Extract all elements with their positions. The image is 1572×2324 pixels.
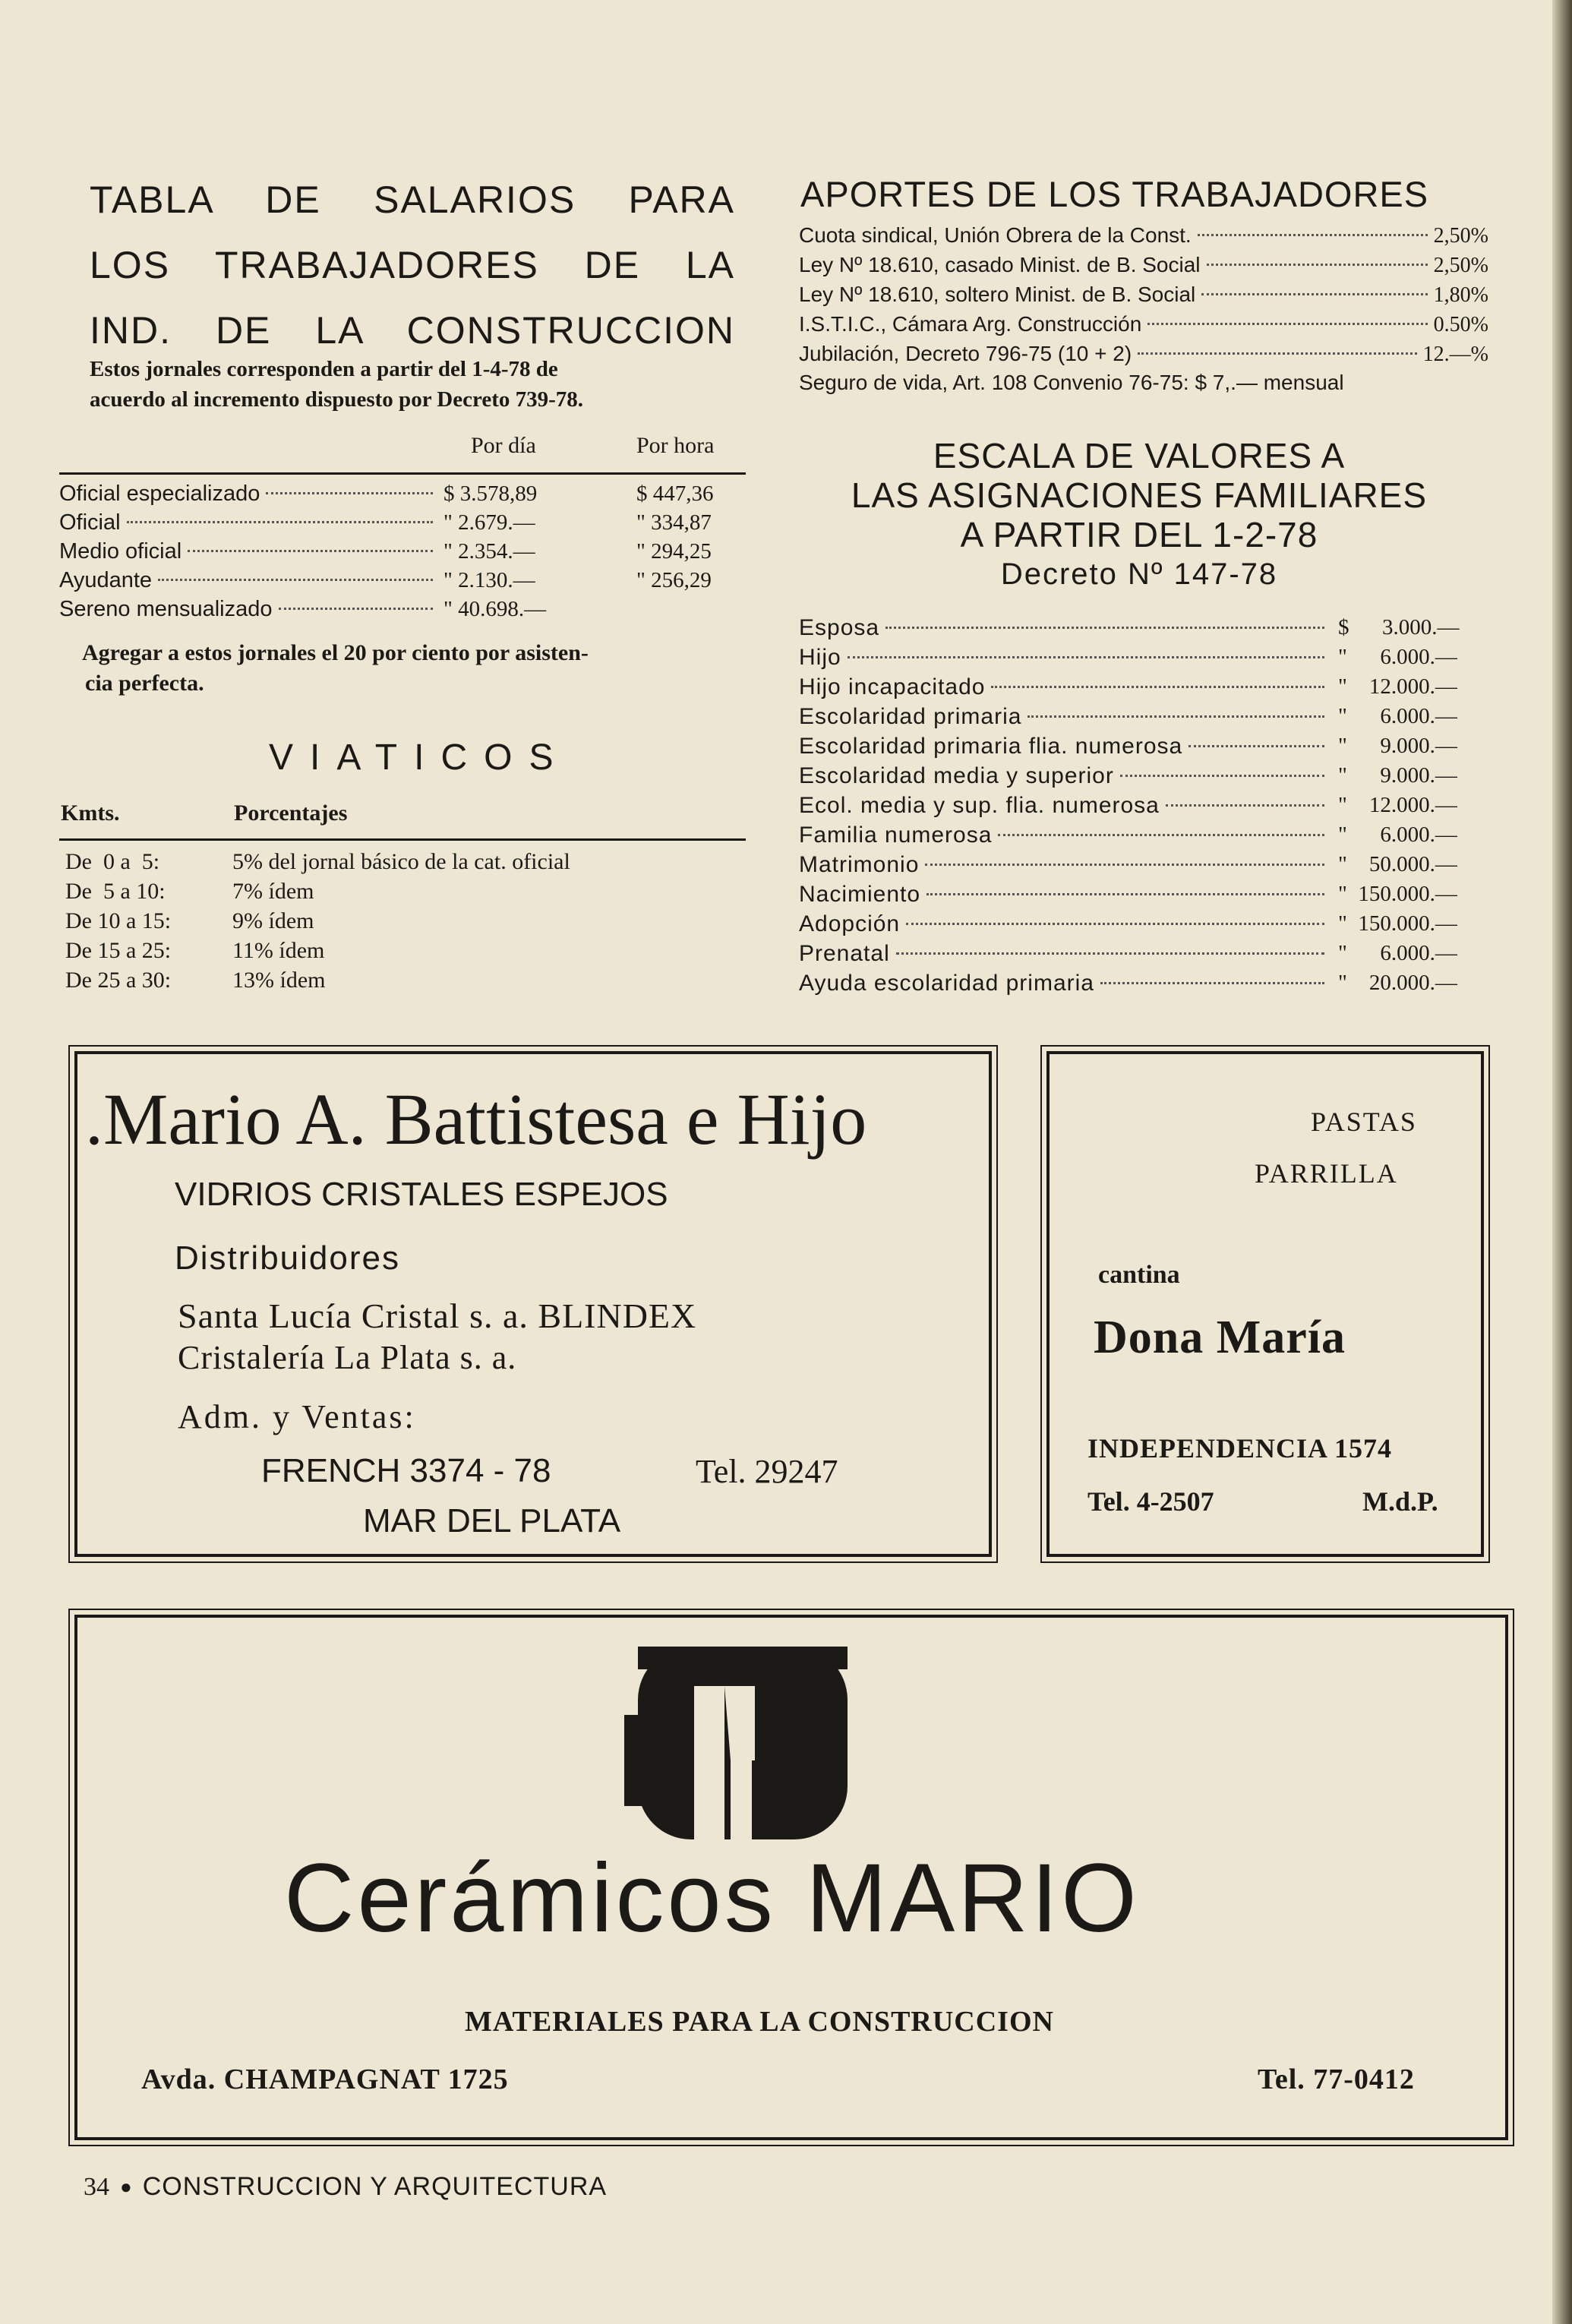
asignacion-value: " 6.000.—: [1338, 704, 1457, 728]
asignacion-row: [799, 615, 1331, 641]
viatico-range: De 25 a 30:: [65, 968, 172, 993]
asignacion-label: Prenatal: [799, 941, 890, 966]
aporte-row: [799, 283, 1488, 308]
salario-label: Medio oficial: [59, 539, 182, 564]
leader-dots: [279, 608, 433, 610]
salario-label: Ayudante: [59, 568, 153, 592]
asignacion-label: Ecol. media y sup. flia. numerosa: [799, 793, 1160, 818]
asignacion-row: [799, 941, 1331, 967]
viatico-range: De 5 a 10:: [65, 879, 166, 904]
leader-dots: [925, 864, 1324, 866]
salarios-note: [82, 638, 735, 699]
asignacion-label: Escolaridad primaria: [799, 704, 1022, 729]
battistesa-line-5: Adm. y Ventas:: [178, 1398, 416, 1435]
leader-dots: [1027, 715, 1324, 718]
salario-row: [59, 597, 439, 622]
salario-dia: " 2.354.—: [444, 539, 535, 564]
viaticos-title: VIATICOS: [269, 737, 570, 778]
aporte-row: [799, 342, 1488, 367]
aporte-label: I.S.T.I.C., Cámara Arg. Construcción: [799, 312, 1142, 336]
asignacion-label: Matrimonio: [799, 852, 920, 877]
salario-dia: $ 3.578,89: [444, 482, 538, 506]
leader-dots: [127, 521, 433, 523]
asignacion-value: " 9.000.—: [1338, 734, 1457, 758]
salarios-title: [90, 167, 735, 363]
asignacion-row: [799, 734, 1331, 759]
salarios-col-dia: Por día: [471, 433, 536, 458]
salarios-intro-line-1: Estos jornales corresponden a partir del 1-4-78 de: [90, 357, 558, 381]
asignacion-row: [799, 852, 1331, 878]
salarios-header-rule: [59, 472, 746, 475]
viatico-range: De 10 a 15:: [65, 908, 172, 933]
salario-hora: " 256,29: [636, 568, 712, 592]
salarios-col-hora: Por hora: [636, 433, 715, 458]
asignacion-label: Hijo incapacitado: [799, 674, 986, 699]
asignacion-label: Nacimiento: [799, 882, 921, 907]
viaticos-col-porcentajes: Porcentajes: [234, 800, 348, 826]
asignacion-value: " 20.000.—: [1338, 971, 1457, 995]
salario-dia: " 2.130.—: [444, 568, 535, 592]
salario-hora: $ 447,36: [636, 482, 714, 506]
asignacion-value: $ 3.000.—: [1338, 615, 1460, 639]
salario-row: [59, 482, 439, 507]
asignacion-label: Esposa: [799, 615, 880, 640]
escala-title-line-1: ESCALA DE VALORES A: [933, 436, 1346, 475]
asignacion-value: " 50.000.—: [1338, 852, 1457, 876]
aportes-title: APORTES DE LOS TRABAJADORES: [800, 174, 1429, 214]
escala-title-line-3: A PARTIR DEL 1-2-78: [960, 515, 1318, 554]
asignacion-value: " 12.000.—: [1338, 793, 1457, 817]
ceramicos-logo-icon: [624, 1647, 861, 1839]
leader-dots: [896, 952, 1324, 955]
battistesa-name: .Mario A. Battistesa e Hijo: [85, 1078, 867, 1160]
aporte-label: Ley Nº 18.610, casado Minist. de B. Social: [799, 253, 1201, 276]
salario-hora: " 294,25: [636, 539, 712, 564]
aporte-row: [799, 312, 1488, 337]
salario-dia: " 2.679.—: [444, 510, 535, 535]
battistesa-city: MAR DEL PLATA: [363, 1502, 621, 1539]
cantina-tel: Tel. 4-2507: [1087, 1486, 1214, 1517]
asignacion-value: " 9.000.—: [1338, 763, 1457, 788]
page-number: 34: [84, 2172, 109, 2201]
escala-decreto: Decreto Nº 147-78: [1000, 557, 1278, 591]
leader-dots: [991, 686, 1324, 688]
asignacion-row: [799, 763, 1331, 789]
asignacion-label: Hijo: [799, 645, 841, 670]
leader-dots: [1207, 264, 1428, 266]
viatico-pct: 5% del jornal básico de la cat. oficial: [232, 849, 570, 874]
leader-dots: [906, 923, 1324, 925]
asignacion-row: [799, 793, 1331, 819]
viatico-pct: 9% ídem: [232, 908, 314, 933]
cantina-line-2: PARRILLA: [1255, 1158, 1398, 1189]
footer: [84, 2172, 607, 2202]
asignacion-row: [799, 911, 1331, 937]
ceramicos-subtitle: MATERIALES PARA LA CONSTRUCCION: [465, 2006, 1054, 2038]
asignacion-label: Ayuda escolaridad primaria: [799, 971, 1094, 996]
asignacion-label: Adopción: [799, 911, 901, 936]
leader-dots: [885, 627, 1324, 629]
leader-dots: [1120, 775, 1324, 777]
viatico-pct: 11% ídem: [232, 938, 325, 963]
viatico-range: De 0 a 5:: [65, 849, 160, 874]
asignacion-row: [799, 674, 1331, 700]
aporte-row: [799, 223, 1488, 248]
escala-title: [790, 436, 1488, 594]
asignacion-value: " 6.000.—: [1338, 941, 1457, 965]
ceramicos-tel: Tel. 77-0412: [1258, 2063, 1415, 2095]
viatico-pct: 13% ídem: [232, 968, 326, 993]
salario-row: [59, 568, 439, 593]
asignacion-row: [799, 823, 1331, 848]
cantina-address: INDEPENDENCIA 1574: [1087, 1433, 1393, 1464]
escala-title-line-2: LAS ASIGNACIONES FAMILIARES: [851, 475, 1428, 515]
leader-dots: [1201, 293, 1427, 295]
salario-label: Oficial especializado: [59, 482, 260, 506]
cantina-name: Dona María: [1094, 1312, 1346, 1363]
battistesa-tel: Tel. 29247: [696, 1453, 838, 1490]
aporte-value: 2,50%: [1433, 224, 1488, 248]
asignacion-row: [799, 971, 1331, 996]
salario-hora: " 334,87: [636, 510, 712, 535]
aportes-seguro: Seguro de vida, Art. 108 Convenio 76-75: $ 7,.— mensual: [799, 371, 1344, 394]
leader-dots: [158, 579, 433, 581]
asignacion-row: [799, 704, 1331, 730]
salarios-title-line-3: IND. DE LA CONSTRUCCION: [90, 309, 735, 352]
asignacion-label: Familia numerosa: [799, 823, 993, 848]
salarios-title-line-2: LOS TRABAJADORES DE LA: [90, 244, 735, 286]
asignacion-value: " 6.000.—: [1338, 823, 1457, 847]
leader-dots: [1147, 323, 1427, 325]
aporte-value: 0.50%: [1433, 313, 1488, 336]
cantina-label: cantina: [1098, 1261, 1180, 1289]
viatico-range: De 15 a 25:: [65, 938, 172, 963]
aporte-label: Cuota sindical, Unión Obrera de la Const.: [799, 223, 1192, 247]
leader-dots: [998, 834, 1324, 836]
salarios-intro: [90, 354, 729, 415]
salario-label: Oficial: [59, 510, 121, 535]
salario-row: [59, 510, 439, 535]
asignacion-row: [799, 882, 1331, 908]
bullet-icon: ●: [120, 2175, 132, 2198]
leader-dots: [1188, 745, 1324, 747]
asignacion-label: Escolaridad primaria flia. numerosa: [799, 734, 1183, 759]
leader-dots: [266, 492, 433, 494]
aporte-value: 2,50%: [1433, 254, 1488, 277]
cantina-line-1: PASTAS: [1311, 1107, 1417, 1137]
salarios-note-line-2: cia perfecta.: [85, 671, 204, 696]
battistesa-address: FRENCH 3374 - 78: [261, 1452, 551, 1489]
asignacion-value: " 6.000.—: [1338, 645, 1457, 669]
viatico-pct: 7% ídem: [232, 879, 314, 904]
leader-dots: [1138, 352, 1417, 355]
aporte-value: 1,80%: [1433, 283, 1488, 307]
battistesa-line-4: Cristalería La Plata s. a.: [178, 1339, 517, 1376]
leader-dots: [188, 550, 433, 552]
asignacion-row: [799, 645, 1331, 671]
leader-dots: [926, 893, 1324, 895]
ad-cantina: [1046, 1051, 1484, 1557]
asignacion-value: " 150.000.—: [1338, 882, 1457, 906]
ceramicos-name: Cerámicos MARIO: [284, 1844, 1140, 1953]
salario-label: Sereno mensualizado: [59, 597, 273, 621]
viaticos-col-kmts: Kmts.: [61, 800, 120, 826]
salarios-title-line-1: TABLA DE SALARIOS PARA: [90, 178, 735, 221]
salarios-intro-line-2: acuerdo al incremento dispuesto por Decreto 739-78.: [90, 387, 584, 412]
aporte-label: Ley Nº 18.610, soltero Minist. de B. Social: [799, 283, 1196, 306]
battistesa-line-3: Santa Lucía Cristal s. a. BLINDEX: [178, 1296, 697, 1335]
leader-dots: [1166, 804, 1324, 807]
viaticos-header-rule: [59, 838, 746, 841]
leader-dots: [848, 656, 1324, 658]
publication-name: CONSTRUCCION Y ARQUITECTURA: [142, 2172, 608, 2201]
page-edge-shadow: [1552, 0, 1572, 2324]
salario-dia: " 40.698.—: [444, 597, 547, 621]
battistesa-line-2: Distribuidores: [175, 1239, 400, 1277]
salarios-note-line-1: Agregar a estos jornales el 20 por ciento por asisten-: [82, 640, 589, 665]
leader-dots: [1198, 234, 1428, 236]
ceramicos-address: Avda. CHAMPAGNAT 1725: [141, 2063, 509, 2095]
leader-dots: [1100, 982, 1324, 984]
salario-row: [59, 539, 439, 564]
aporte-label: Jubilación, Decreto 796-75 (10 + 2): [799, 342, 1132, 365]
battistesa-line-1: VIDRIOS CRISTALES ESPEJOS: [175, 1176, 668, 1213]
aporte-value: 12.—%: [1422, 343, 1488, 366]
aporte-row: [799, 253, 1488, 278]
asignacion-value: " 12.000.—: [1338, 674, 1457, 699]
cantina-city: M.d.P.: [1362, 1486, 1438, 1517]
asignacion-value: " 150.000.—: [1338, 911, 1457, 936]
asignacion-label: Escolaridad media y superior: [799, 763, 1114, 788]
